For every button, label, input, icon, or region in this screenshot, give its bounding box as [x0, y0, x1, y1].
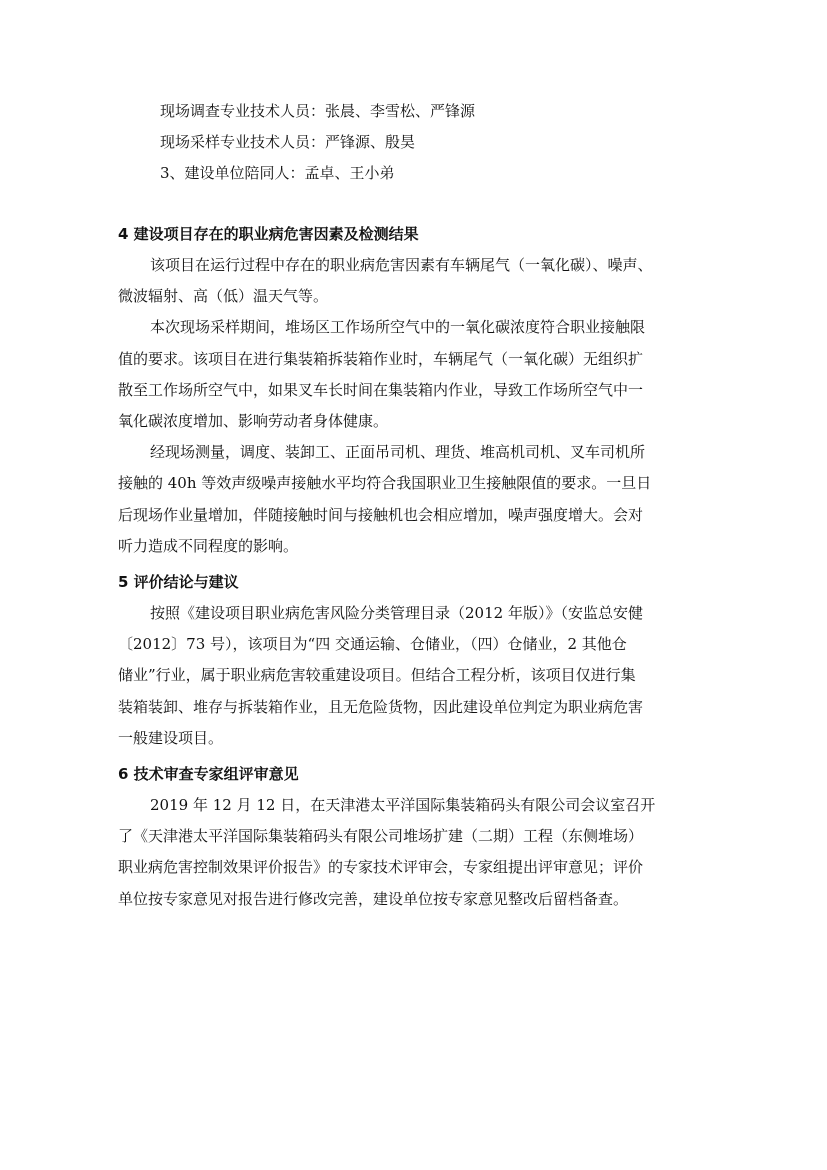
paragraph-line: 经现场测量，调度、装卸工、正面吊司机、理货、堆高机司机、叉车司机所: [150, 443, 646, 462]
paragraph-line: 后现场作业量增加，伴随接触时间与接触机也会相应增加，噪声强度增大。会对: [118, 505, 644, 524]
companion-line: 3、建设单位陪同人：孟卓、王小弟: [160, 164, 395, 182]
paragraph-line: 装箱装卸、堆存与拆装箱作业，且无危险货物，因此建设单位判定为职业病危害: [118, 697, 644, 716]
paragraph-line: 2019 年 12 月 12 日，在天津港太平洋国际集装箱码头有限公司会议室召开: [150, 796, 656, 815]
paragraph-line: 一般建设项目。: [118, 728, 224, 747]
section-paragraph: [118, 790, 714, 915]
paragraph-line: 接触的 40h 等效声级噪声接触水平均符合我国职业卫生接触限值的要求。一旦日: [118, 474, 652, 493]
paragraph-line: 该项目在运行过程中存在的职业病危害因素有车辆尾气（一氧化碳）、噪声、: [150, 256, 653, 274]
document-page: [118, 96, 714, 920]
paragraph-line: 按照《建设项目职业病危害风险分类管理目录（2012 年版）》（安监总安健: [150, 604, 643, 623]
section-heading: 5 评价结论与建议: [118, 573, 239, 592]
section-paragraph: [118, 598, 714, 754]
paragraph-line: 听力造成不同程度的影响。: [118, 536, 299, 555]
paragraph-line: 储业”行业，属于职业病危害较重建设项目。但结合工程分析，该项目仅进行集: [118, 666, 636, 685]
paragraph-line: 散至工作场所空气中，如果叉车长时间在集装箱内作业，导致工作场所空气中一: [118, 380, 644, 399]
paragraph-line: 职业病危害控制效果评价报告》的专家技术评审会，专家组提出评审意见；评价: [118, 858, 644, 877]
paragraph-line: 〔2012〕73 号），该项目为“四 交通运输、仓储业，（四）仓储业，2 其他仓: [118, 635, 627, 654]
report-sections: [118, 219, 714, 920]
section-heading: 6 技术审查专家组评审意见: [118, 765, 299, 784]
section-paragraph: [118, 250, 714, 312]
section-paragraph: [118, 437, 714, 562]
paragraph-line: 微波辐射、高（低）温天气等。: [118, 287, 329, 306]
paragraph-line: 单位按专家意见对报告进行修改完善，建设单位按专家意见整改后留档备查。: [118, 889, 629, 908]
paragraph-line: 氧化碳浓度增加、影响劳动者身体健康。: [118, 412, 389, 431]
section-heading: 4 建设项目存在的职业病危害因素及检测结果: [118, 225, 419, 243]
paragraph-line: 了《天津港太平洋国际集装箱码头有限公司堆场扩建（二期）工程（东侧堆场）: [118, 827, 644, 846]
section-paragraph: [118, 312, 714, 437]
paragraph-line: 本次现场采样期间，堆场区工作场所空气中的一氧化碳浓度符合职业接触限: [150, 318, 646, 337]
survey-staff-line: 现场调查专业技术人员：张晨、李雪松、严锋源: [160, 102, 476, 120]
paragraph-line: 值的要求。该项目在进行集装箱拆装箱作业时，车辆尾气（一氧化碳）无组织扩: [118, 349, 644, 368]
sampling-staff-line: 现场采样专业技术人员：严锋源、殷昊: [160, 133, 416, 151]
